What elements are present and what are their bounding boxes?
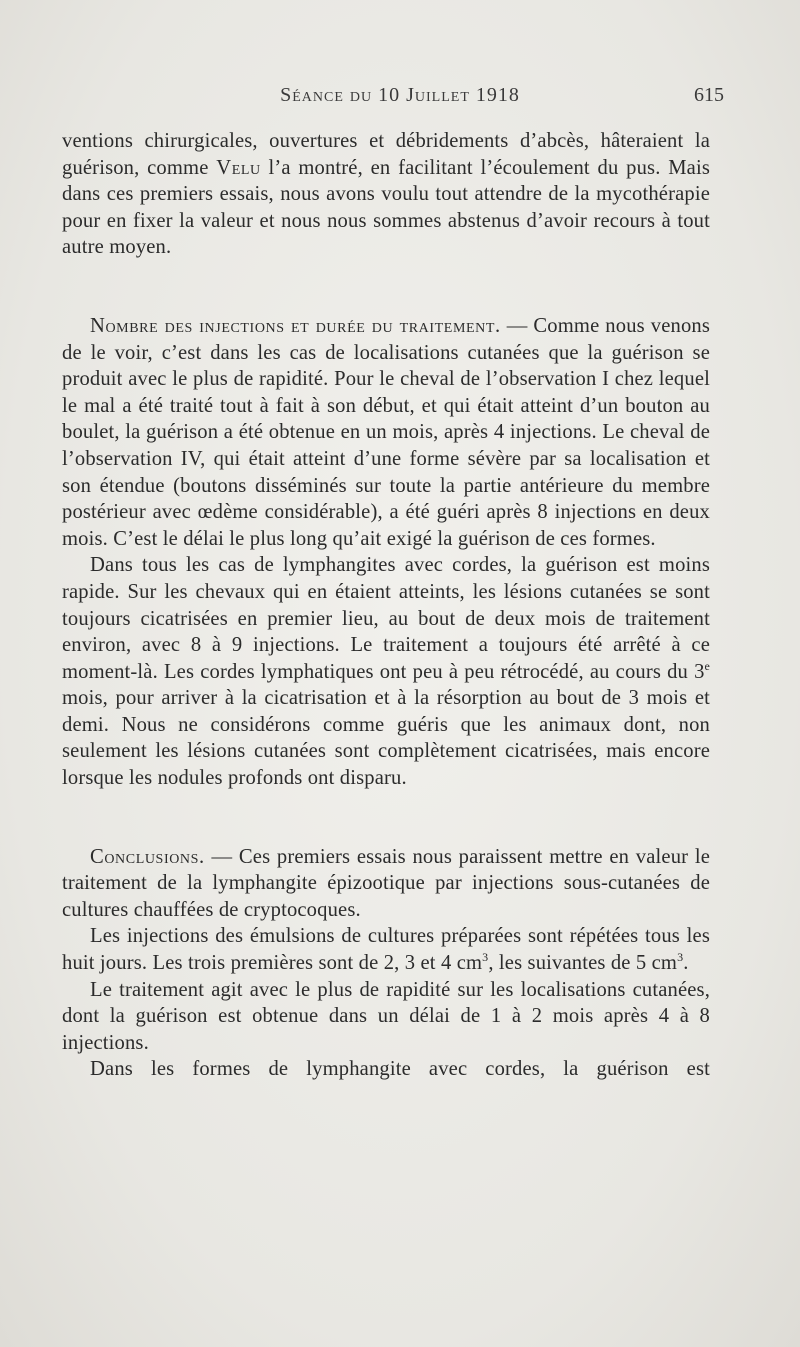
paragraph-lymphangites [62,552,710,791]
section-heading-conclusions: Conclusions. [90,845,205,868]
paragraph-lymphangite-cordes [62,1056,710,1083]
paragraph-continued [62,128,710,261]
superscript: e [704,658,710,673]
paragraph-text: Le traitement agit avec le plus de rapidité sur les localisations cutanées, dont la guérison est obtenue dans un délai de 1 à 2 mois après 4 à 8 injections. [62,978,710,1054]
page-number: 615 [694,84,724,106]
paragraph-text: Dans les formes de lymphangite avec cordes, la guérison est [90,1058,710,1081]
paragraph-text: Ces premiers essais nous paraissent mettre en valeur le traitement de la lymphangite épizootique par injections sous-cutanées de cultures chauffées de cryptocoques. [62,845,711,921]
author-name: Velu [216,156,261,179]
paragraph-treatment-speed [62,977,710,1057]
paragraph-injections-dosage [62,923,710,976]
section-paragraph-conclusions [62,844,710,924]
body-text [62,128,710,1083]
superscript: 3 [482,950,489,965]
paragraph-text: Comme nous venons de le voir, c’est dans les cas de localisations cutanées que la guérison se produit avec le plus de rapidité. Pour le cheval de l’observation I chez lequel le mal a été traité tout à fait à son début, et qui était atteint d’un bouton au boulet, la guérison a été obtenue en un mois, après 4 injections. Le cheval de l’observation IV, qui était atteint d’une forme sévère par sa localisation et son étendue (boutons disséminés sur toute la partie antérieure du membre postérieur avec œdème considérable), a été guéri après 8 injections en deux mois. C’est le délai le plus long qu’ait exigé la guérison de ces formes. [62,314,711,550]
running-head: Séance du 10 Juillet 1918 [280,84,520,106]
paragraph-text: ventions chirurgicales, ouvertures et débridements d’abcès, hâteraient la guérison, comme [62,130,710,179]
paragraph-text: Dans tous les cas de lymphangites avec cordes, la guérison est moins rapide. Sur les chevaux qui en étaient atteints, les lésions cutanées se sont toujours cicatrisées en premier lieu, au bout de deux mois de traitement environ, avec 8 à 9 injections. Le traitement a toujours été arrêté à ce moment-là. Les cordes lymphatiques ont peu à peu rétrocédé, au cours du 3 [62,554,710,683]
heading-dash: — [204,845,239,868]
paragraph-text: l’a montré, en facilitant l’écoulement du pus. Mais dans ces premiers essais, nous avons voulu tout attendre de la mycothérapie pour en fixer la valeur et nous nous sommes abstenus d’avoir recours à tout autre moyen. [62,156,711,259]
paragraph-text: , les suivantes de 5 cm [488,952,678,975]
paragraph-text: Les injections des émulsions de cultures préparées sont répétées tous les huit jours. Les trois premières sont de 2, 3 et 4 cm [62,925,710,975]
page-header [0,84,800,114]
section-spacer [62,261,710,313]
section-spacer [62,792,710,844]
superscript: 3 [677,950,684,965]
paragraph-text: mois, pour arriver à la cicatrisation et à la résorption au bout de 3 mois et demi. Nous ne considérons comme guéris que les animaux dont, non seulement les lésions cutanées sont complètement cicatrisées, mais encore lorsque les nodules profonds ont disparu. [62,687,710,790]
section-heading-injections: Nombre des injections et durée du traitement. [90,314,501,337]
heading-dash: — [500,314,534,337]
section-paragraph-injections [62,313,710,552]
paragraph-text: . [683,952,689,975]
